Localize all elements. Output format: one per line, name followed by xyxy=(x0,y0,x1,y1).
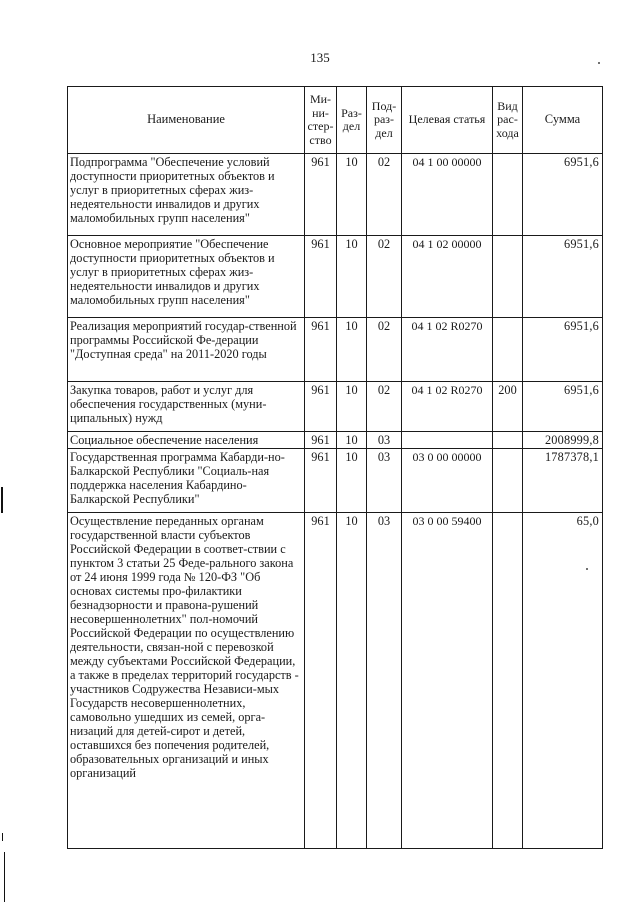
row-sum-value: 2008999,8 xyxy=(544,433,599,447)
table-row xyxy=(68,382,603,432)
row-sum-value: 6951,6 xyxy=(563,383,599,397)
header-sum: Сумма xyxy=(523,87,603,154)
row-name: Государственная программа Кабарди-но-Балкарской Республики "Социаль-ная поддержка населения Кабардино-Балкарской Республики" xyxy=(68,449,305,513)
row-target: 04 1 02 R0270 xyxy=(402,318,493,382)
row-expense-type xyxy=(493,513,523,849)
scan-margin-mark xyxy=(1,487,3,513)
row-ministry: 961 xyxy=(305,513,337,849)
row-podrazdel: 02 xyxy=(367,382,402,432)
header-name: Наименование xyxy=(68,87,305,154)
page-number: 135 xyxy=(310,50,330,65)
row-target xyxy=(402,432,493,449)
row-target: 03 0 00 59400 xyxy=(402,513,493,849)
row-name: Основное мероприятие "Обеспечение доступности приоритетных объектов и услуг в приоритетных сферах жиз-недеятельности инвалидов и других маломобильных групп населения" xyxy=(68,236,305,318)
row-razdel: 10 xyxy=(337,318,367,382)
row-sum xyxy=(523,318,603,382)
row-podrazdel: 03 xyxy=(367,432,402,449)
row-razdel: 10 xyxy=(337,382,367,432)
row-sum xyxy=(523,154,603,236)
table-row xyxy=(68,318,603,382)
row-expense-type xyxy=(493,236,523,318)
scan-dot-mark xyxy=(598,62,600,64)
row-target: 04 1 02 00000 xyxy=(402,236,493,318)
scan-margin-mark xyxy=(4,852,5,902)
table-row xyxy=(68,513,603,849)
row-podrazdel: 02 xyxy=(367,236,402,318)
row-ministry: 961 xyxy=(305,382,337,432)
row-sum xyxy=(523,236,603,318)
row-podrazdel: 02 xyxy=(367,318,402,382)
header-target: Целевая статья xyxy=(402,87,493,154)
row-ministry: 961 xyxy=(305,449,337,513)
row-sum xyxy=(523,513,603,849)
row-ministry: 961 xyxy=(305,318,337,382)
row-sum-value: 6951,6 xyxy=(563,155,599,169)
header-podrazdel: Под-раз-дел xyxy=(367,87,402,154)
row-sum xyxy=(523,449,603,513)
row-expense-type xyxy=(493,449,523,513)
row-razdel: 10 xyxy=(337,432,367,449)
row-ministry: 961 xyxy=(305,432,337,449)
row-sum-value: 6951,6 xyxy=(563,319,599,333)
header-ministry: Ми-ни-стер-ство xyxy=(305,87,337,154)
row-target: 04 1 00 00000 xyxy=(402,154,493,236)
row-ministry: 961 xyxy=(305,236,337,318)
row-name: Реализация мероприятий государ-ственной программы Российской Фе-дерации "Доступная среда" на 2011-2020 годы xyxy=(68,318,305,382)
row-razdel: 10 xyxy=(337,154,367,236)
row-sum-value: 1787378,1 xyxy=(544,450,599,464)
row-ministry: 961 xyxy=(305,154,337,236)
row-sum-value: 6951,6 xyxy=(563,237,599,251)
row-expense-type xyxy=(493,154,523,236)
row-podrazdel: 02 xyxy=(367,154,402,236)
row-sum xyxy=(523,432,603,449)
table-row xyxy=(68,236,603,318)
row-expense-type: 200 xyxy=(493,382,523,432)
row-name: Закупка товаров, работ и услуг для обеспечения государственных (муни-ципальных) нужд xyxy=(68,382,305,432)
row-podrazdel: 03 xyxy=(367,513,402,849)
header-expense-type: Вид рас-хода xyxy=(493,87,523,154)
table-header-row xyxy=(68,87,603,154)
row-name: Подпрограмма "Обеспечение условий доступности приоритетных объектов и услуг в приоритетных сферах жиз-недеятельности инвалидов и других маломобильных групп населения" xyxy=(68,154,305,236)
scan-margin-mark xyxy=(2,833,3,841)
header-razdel: Раз-дел xyxy=(337,87,367,154)
row-expense-type xyxy=(493,318,523,382)
row-name: Осуществление переданных органам государственной власти субъектов Российской Федерации в соответ-ствии с пунктом 3 статьи 25 Феде-рального закона от 24 июня 1999 года № 120-ФЗ "Об основах системы про-филактики безнадзорности и правона-рушений несовершеннолетних" пол-номочий Российской Федерации по осуществлению деятельности, связан-ной с перевозкой между субъектами Российской Федерации, а также в пределах территорий государств - участников Содружества Независи-мых Государств несовершеннолетних, самовольно ушедших из семей, орга-низаций для детей-сирот и детей, оставшихся без попечения родителей, образовательных организаций и иных организаций xyxy=(68,513,305,849)
row-expense-type xyxy=(493,432,523,449)
table-row xyxy=(68,432,603,449)
row-podrazdel: 03 xyxy=(367,449,402,513)
row-razdel: 10 xyxy=(337,513,367,849)
row-sum-value: 65,0 xyxy=(576,514,599,528)
row-target: 04 1 02 R0270 xyxy=(402,382,493,432)
row-razdel: 10 xyxy=(337,236,367,318)
row-sum xyxy=(523,382,603,432)
budget-table xyxy=(67,86,603,849)
table-row xyxy=(68,449,603,513)
row-target: 03 0 00 00000 xyxy=(402,449,493,513)
row-razdel: 10 xyxy=(337,449,367,513)
table-row xyxy=(68,154,603,236)
scan-dot-mark xyxy=(586,568,588,570)
row-name: Социальное обеспечение населения xyxy=(68,432,305,449)
